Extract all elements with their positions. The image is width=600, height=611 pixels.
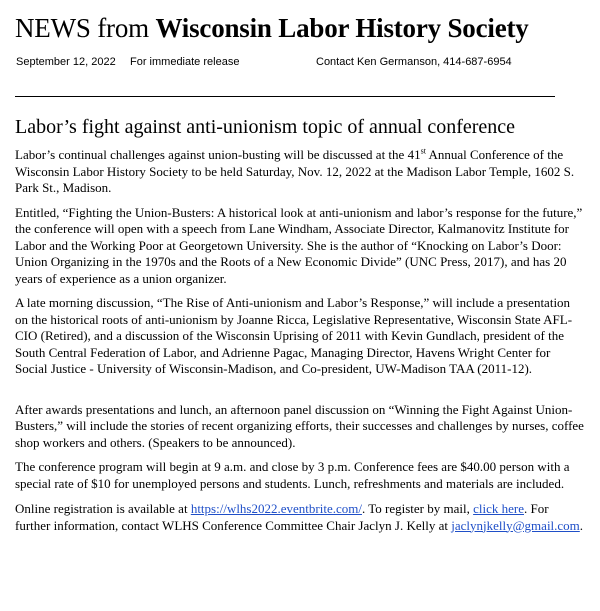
paragraph-intro bbox=[15, 147, 585, 197]
ordinal-suffix: st bbox=[420, 146, 426, 156]
headline: Labor’s fight against anti-unionism topic of annual conference bbox=[15, 116, 516, 138]
paragraph-fees: The conference program will begin at 9 a.m. and close by 3 p.m. Conference fees are $40.00 person with a special rate of $10 for unemployed persons and students. Lunch, refreshments and materials are included. bbox=[15, 459, 570, 491]
registration-text-a: Online registration is available at bbox=[15, 501, 191, 516]
dateline bbox=[15, 54, 590, 70]
registration-text-b: . To register by mail, bbox=[361, 501, 474, 516]
header-divider bbox=[15, 96, 555, 97]
registration-url-link[interactable]: https://wlhs2022.eventbrite.com/ bbox=[190, 501, 362, 516]
paragraph-afternoon-panel: After awards presentations and lunch, an afternoon panel discussion on “Winning the Fight Against Union-Busters,” will include the stories of recent organizing efforts, their successes and challenges by nurses, coffee shop workers and others. (Speakers to be announced). bbox=[15, 401, 584, 450]
press-release-page bbox=[15, 0, 590, 534]
press-contact: Contact Ken Germanson, 414-687-6954 bbox=[316, 56, 512, 68]
paragraph-morning-discussion: A late morning discussion, “The Rise of Anti-unionism and Labor’s Response,” will include a presentation on the historical roots of anti-unionism by Joanne Ricca, Legislative Representative, Wisconsin State AFL-CIO (Retired), and a discussion of the Wisconsin Uprising of 2011 with Kevin Gundlach, president of the South Central Federation of Labor, and Adrienne Pagac, Managing Director, Havens Wright Center for Social Justice - University of Wisconsin-Madison, and Co-president, UW-Madison TAA (2011-12). bbox=[15, 295, 573, 376]
release-type: For immediate release bbox=[130, 56, 240, 68]
paragraph-intro-text-a: Labor’s continual challenges against union-busting will be discussed at the 41 bbox=[15, 147, 421, 162]
register-by-mail-link[interactable]: click here bbox=[473, 501, 524, 516]
paragraph-keynote: Entitled, “Fighting the Union-Busters: A historical look at anti-unionism and labor’s response for the future,” the conference will open with a speech from Lane Windham, Associate Director, Kalmanovitz Institute for Labor and the Working Poor at Georgetown University. She is the author of “Knocking on Labor’s Door: Union Organizing in the 1970s and the Roots of a New Economic Divide” (UNC Press, 2017), and has 20 years of experience as a union organizer. bbox=[15, 204, 583, 286]
masthead-organization: Wisconsin Labor History Society bbox=[155, 13, 529, 43]
registration-text-d: . bbox=[579, 517, 584, 533]
paragraph-registration bbox=[15, 501, 585, 534]
registration-text-c: . For further information, contact WLHS Conference Committee Chair Jaclyn J. Kelly at bbox=[15, 501, 549, 533]
release-date: September 12, 2022 bbox=[16, 56, 116, 68]
contact-email-link[interactable]: jaclynjkelly@gmail.com bbox=[451, 517, 580, 533]
paragraph-intro-text-b: Annual Conference of the Wisconsin Labor History Society to be held Saturday, Nov. 12, 2022 at the Madison Labor Temple, 1602 S. Park St., Madison. bbox=[15, 147, 575, 195]
masthead bbox=[15, 12, 590, 44]
masthead-prefix: NEWS from bbox=[15, 13, 156, 43]
